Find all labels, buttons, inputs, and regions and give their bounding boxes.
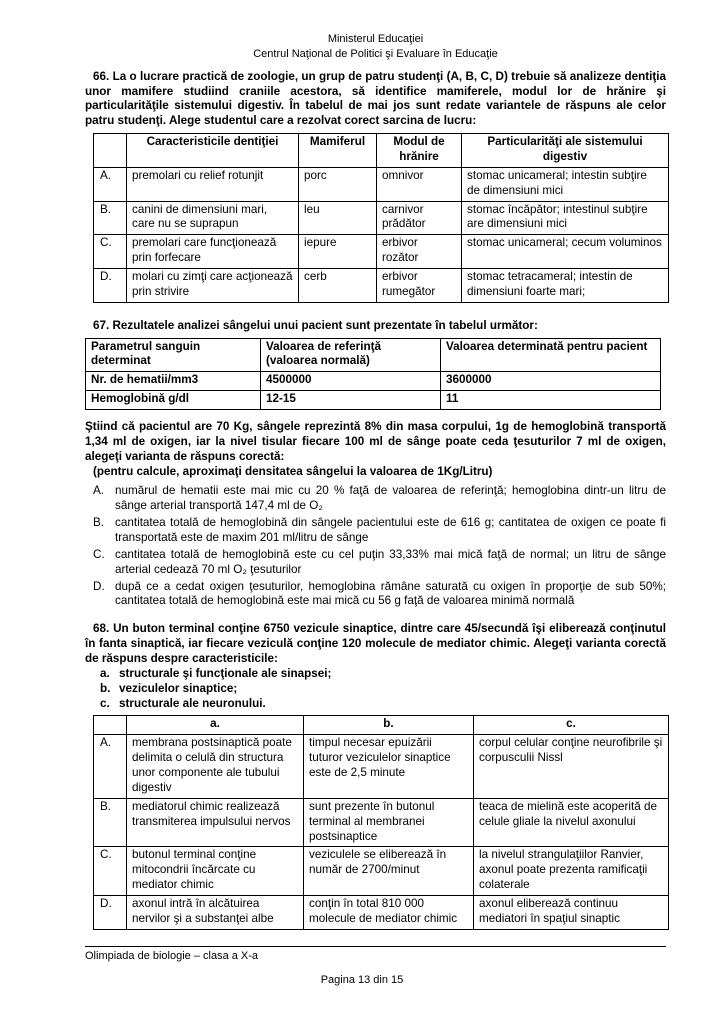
- table-cell: 3600000: [441, 372, 661, 391]
- question-66-stem: 66. La o lucrare practică de zoologie, un grup de patru studenţi (A, B, C, D) trebuie să analizeze dentiţia unor mamifere studiind craniile acestora, să identifice mamiferele, modul lor de hrănire şi particularităţile sistemului digestiv. În tabelul de mai jos sunt redate variantele de răspuns ale celor patru studenţi. Alege studentul care a rezolvat corect sarcina de lucru:: [85, 69, 666, 128]
- subitem-row: [100, 697, 666, 712]
- table-cell: axonul intră în alcătuirea nervilor şi a substanţei albe: [127, 895, 304, 929]
- subitem-text: veziculelor sinaptice;: [119, 681, 238, 695]
- row-label: A.: [94, 735, 127, 798]
- question-67-note: (pentru calcule, aproximaţi densitatea sângelui la valoarea de 1Kg/Litru): [93, 464, 493, 478]
- table-cell: membrana postsinaptică poate delimita o celulă din structura unor componente ale tubului digestiv: [127, 735, 304, 798]
- table-cell: 4500000: [261, 372, 441, 391]
- table-row: [94, 201, 669, 235]
- synapse-table: [93, 715, 669, 929]
- table-row: [94, 167, 669, 201]
- table-cell: Nr. de hematii/mm3: [86, 372, 261, 391]
- question-67-options: [85, 484, 666, 609]
- question-68-subitems: [85, 667, 666, 712]
- table-cell: 11: [441, 391, 661, 410]
- subitem-text: structurale ale neuronului.: [119, 696, 266, 710]
- page-number: Pagina 13 din 15: [320, 974, 404, 986]
- header-cell-feeding: Modul de hrănire: [377, 134, 462, 168]
- option-text: după ce a cedat oxigen ţesuturilor, hemoglobina rămâne saturată cu oxigen în proporţie de sub 50%; cantitatea totală de hemoglobină este mai mică cu 56 g faţă de valoarea minimă normală: [115, 579, 666, 608]
- question-66: [85, 70, 666, 303]
- footer-title: Olimpiada de biologie – clasa a X-a: [85, 950, 259, 962]
- option-row: [93, 516, 666, 546]
- table-cell: canini de dimensiuni mari, care nu se suprapun: [127, 201, 299, 235]
- dentition-table: [93, 133, 669, 303]
- header-cell-empty: [94, 716, 127, 735]
- header-cell-a: a.: [127, 716, 304, 735]
- table-row: [86, 372, 661, 391]
- table-cell: veziculele se eliberează în număr de 2700/minut: [304, 847, 474, 896]
- subitem-row: [100, 667, 666, 682]
- header-cell-b: b.: [304, 716, 474, 735]
- ministry-title: Ministerul Educaţiei: [327, 33, 424, 45]
- table-cell: timpul necesar epuizării tuturor veziculelor sinaptice este de 2,5 minute: [304, 735, 474, 798]
- option-text: numărul de hematii este mai mic cu 20 % faţă de valoarea de referinţă; hemoglobina dintr-un litru de sânge arterial transportă 147,4 ml de O₂: [115, 484, 666, 513]
- table-cell: omnivor: [377, 167, 462, 201]
- table-cell: Hemoglobină g/dl: [86, 391, 261, 410]
- table-cell: erbivor rozător: [377, 235, 462, 269]
- header-cell-dentition: Caracteristicile dentiţiei: [127, 134, 299, 168]
- option-label: D.: [93, 579, 105, 593]
- table-cell: cerb: [299, 269, 377, 303]
- table-cell: 12-15: [261, 391, 441, 410]
- table-cell: premolari care funcţionează prin forfecare: [127, 235, 299, 269]
- table-row: [94, 235, 669, 269]
- table-cell: teaca de mielină este acoperită de celule gliale la nivelul axonului: [474, 798, 669, 847]
- table-cell: stomac tetracameral; intestin de dimensiuni foarte mari;: [462, 269, 669, 303]
- subitem-row: [100, 682, 666, 697]
- table-cell: axonul eliberează continuu mediatori în spaţiul sinaptic: [474, 895, 669, 929]
- table-cell: la nivelul strangulaţiilor Ranvier, axonul poate prezenta ramificaţii colaterale: [474, 847, 669, 896]
- table-cell: molari cu zimţi care acţionează prin strivire: [127, 269, 299, 303]
- option-text: cantitatea totală de hemoglobină este cu cel puţin 33,33% mai mică faţă de normal; un litru de sânge arterial cedează 70 ml O₂ ţesuturilor: [115, 547, 666, 576]
- question-67-stem: 67. Rezultatele analizei sângelui unui pacient sunt prezentate în tabelul următor:: [93, 318, 538, 332]
- subitem-label: b.: [100, 681, 111, 695]
- option-label: C.: [93, 547, 105, 561]
- question-68: [85, 622, 666, 929]
- table-cell: mediatorul chimic realizează transmiterea impulsului nervos: [127, 798, 304, 847]
- table-cell: porc: [299, 167, 377, 201]
- table-header-row: [86, 338, 661, 372]
- table-row: [86, 391, 661, 410]
- table-cell: sunt prezente în butonul terminal al membranei postsinaptice: [304, 798, 474, 847]
- row-label: B.: [94, 798, 127, 847]
- option-text: cantitatea totală de hemoglobină din sângele pacientului este de 616 g; cantitatea de oxigen ce poate fi transportată este de maxim 201 ml/litru de sânge: [115, 516, 666, 545]
- document-header: [85, 32, 666, 62]
- header-cell-parameter: Parametrul sanguin determinat: [86, 338, 261, 372]
- table-cell: stomac unicameral; intestin subţire de dimensiuni mici: [462, 167, 669, 201]
- blood-test-table: [85, 338, 661, 410]
- row-label: A.: [94, 167, 127, 201]
- table-cell: stomac unicameral; cecum voluminos: [462, 235, 669, 269]
- table-cell: carnivor prădător: [377, 201, 462, 235]
- row-label: D.: [94, 895, 127, 929]
- subitem-label: c.: [100, 696, 110, 710]
- table-cell: erbivor rumegător: [377, 269, 462, 303]
- table-cell: corpul celular conţine neurofibrile şi corpusculii Nissl: [474, 735, 669, 798]
- table-row: [94, 895, 669, 929]
- subitem-label: a.: [100, 666, 110, 680]
- table-cell: conţin în total 810 000 molecule de mediator chimic: [304, 895, 474, 929]
- question-68-stem: 68. Un buton terminal conţine 6750 vezicule sinaptice, dintre care 45/secundă îşi eliberează conţinutul în fanta sinaptică, iar fiecare veziculă conţine 120 molecule de mediator chimic. Alegeţi varianta corectă de răspuns despre caracteristicile:: [85, 622, 666, 666]
- table-cell: stomac încăpător; intestinul subţire are dimensiuni mici: [462, 201, 669, 235]
- table-row: [94, 847, 669, 896]
- table-header-row: [94, 134, 669, 168]
- header-cell-mammal: Mamiferul: [299, 134, 377, 168]
- table-cell: leu: [299, 201, 377, 235]
- row-label: C.: [94, 235, 127, 269]
- table-cell: butonul terminal conţine mitocondrii încărcate cu mediator chimic: [127, 847, 304, 896]
- option-label: B.: [93, 516, 105, 530]
- option-row: [93, 580, 666, 610]
- table-header-row: [94, 716, 669, 735]
- center-title: Centrul Naţional de Politici şi Evaluare în Educaţie: [253, 47, 498, 60]
- table-row: [94, 735, 669, 798]
- option-label: A.: [93, 484, 105, 498]
- table-row: [94, 798, 669, 847]
- row-label: D.: [94, 269, 127, 303]
- row-label: C.: [94, 847, 127, 896]
- question-67-paragraph: Ştiind că pacientul are 70 Kg, sângele reprezintă 8% din masa corpului, 1g de hemoglobină transportă 1,34 ml de oxigen, iar la nivel tisular fiecare 100 ml de sânge poate ceda ţesuturilor 7 ml de oxigen, alegeţi varianta de răspuns corectă:: [85, 420, 666, 463]
- header-cell-reference: Valoarea de referinţă (valoarea normală): [261, 338, 441, 372]
- table-cell: premolari cu relief rotunjit: [127, 167, 299, 201]
- question-67: [85, 319, 666, 610]
- header-cell-empty: [94, 134, 127, 168]
- header-cell-determined: Valoarea determinată pentru pacient: [441, 338, 661, 372]
- document-footer: [85, 946, 666, 964]
- header-cell-digestive: Particularităţi ale sistemului digestiv: [462, 134, 669, 168]
- table-cell: iepure: [299, 235, 377, 269]
- subitem-text: structurale şi funcţionale ale sinapsei;: [119, 666, 332, 680]
- option-row: [93, 484, 666, 514]
- table-row: [94, 269, 669, 303]
- header-cell-c: c.: [474, 716, 669, 735]
- option-row: [93, 548, 666, 578]
- row-label: B.: [94, 201, 127, 235]
